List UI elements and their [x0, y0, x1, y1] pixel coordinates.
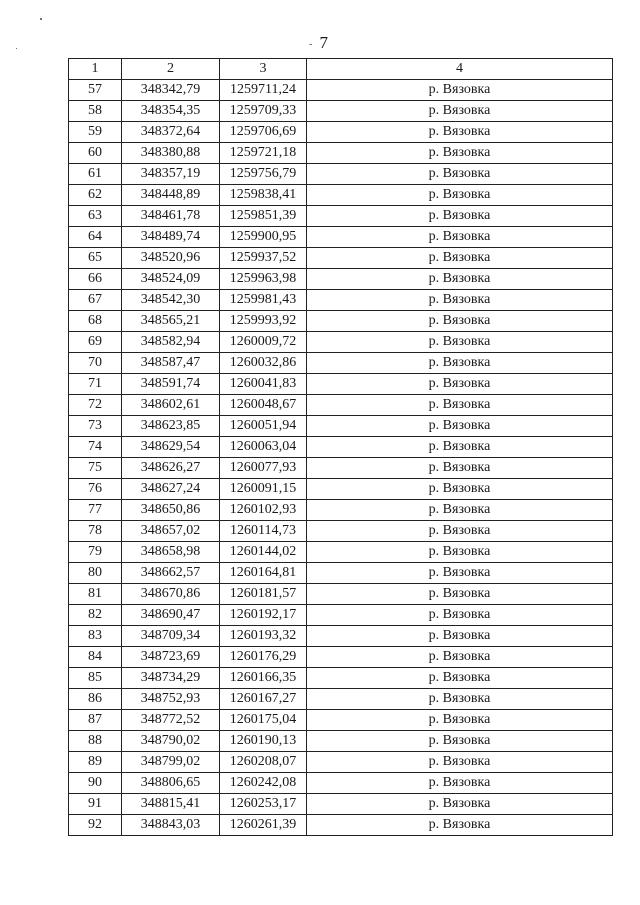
x-coordinate-cell: 348587,47 [122, 353, 220, 374]
description-cell: р. Вязовка [307, 668, 613, 689]
table-row [69, 290, 613, 311]
description-cell: р. Вязовка [307, 164, 613, 185]
table-header-row [69, 59, 613, 80]
description-cell: р. Вязовка [307, 626, 613, 647]
table-row [69, 542, 613, 563]
table-row [69, 206, 613, 227]
point-number-cell: 60 [69, 143, 122, 164]
y-coordinate-cell: 1260102,93 [220, 500, 307, 521]
point-number-cell: 66 [69, 269, 122, 290]
y-coordinate-cell: 1259851,39 [220, 206, 307, 227]
description-cell: р. Вязовка [307, 794, 613, 815]
point-number-cell: 92 [69, 815, 122, 836]
y-coordinate-cell: 1260261,39 [220, 815, 307, 836]
point-number-cell: 88 [69, 731, 122, 752]
x-coordinate-cell: 348650,86 [122, 500, 220, 521]
y-coordinate-cell: 1260166,35 [220, 668, 307, 689]
table-row [69, 647, 613, 668]
table-row [69, 689, 613, 710]
point-number-cell: 71 [69, 374, 122, 395]
y-coordinate-cell: 1260091,15 [220, 479, 307, 500]
table-row [69, 815, 613, 836]
y-coordinate-cell: 1260167,27 [220, 689, 307, 710]
point-number-cell: 68 [69, 311, 122, 332]
x-coordinate-cell: 348602,61 [122, 395, 220, 416]
page-number-value: 7 [319, 33, 329, 52]
description-cell: р. Вязовка [307, 647, 613, 668]
column-header-3: 3 [220, 59, 307, 80]
scan-speck [40, 18, 42, 20]
point-number-cell: 67 [69, 290, 122, 311]
x-coordinate-cell: 348542,30 [122, 290, 220, 311]
point-number-cell: 84 [69, 647, 122, 668]
y-coordinate-cell: 1260032,86 [220, 353, 307, 374]
table-row [69, 584, 613, 605]
y-coordinate-cell: 1259711,24 [220, 80, 307, 101]
point-number-cell: 77 [69, 500, 122, 521]
x-coordinate-cell: 348806,65 [122, 773, 220, 794]
y-coordinate-cell: 1259900,95 [220, 227, 307, 248]
point-number-cell: 85 [69, 668, 122, 689]
x-coordinate-cell: 348565,21 [122, 311, 220, 332]
table-row [69, 731, 613, 752]
description-cell: р. Вязовка [307, 731, 613, 752]
table-row [69, 458, 613, 479]
y-coordinate-cell: 1259721,18 [220, 143, 307, 164]
y-coordinate-cell: 1260242,08 [220, 773, 307, 794]
point-number-cell: 75 [69, 458, 122, 479]
table-row [69, 248, 613, 269]
table-row [69, 101, 613, 122]
y-coordinate-cell: 1259937,52 [220, 248, 307, 269]
x-coordinate-cell: 348524,09 [122, 269, 220, 290]
description-cell: р. Вязовка [307, 311, 613, 332]
point-number-cell: 87 [69, 710, 122, 731]
table-row [69, 416, 613, 437]
x-coordinate-cell: 348723,69 [122, 647, 220, 668]
coordinates-table [68, 58, 613, 836]
point-number-cell: 78 [69, 521, 122, 542]
x-coordinate-cell: 348461,78 [122, 206, 220, 227]
x-coordinate-cell: 348629,54 [122, 437, 220, 458]
description-cell: р. Вязовка [307, 332, 613, 353]
table-row [69, 353, 613, 374]
x-coordinate-cell: 348734,29 [122, 668, 220, 689]
y-coordinate-cell: 1260181,57 [220, 584, 307, 605]
x-coordinate-cell: 348658,98 [122, 542, 220, 563]
table-row [69, 710, 613, 731]
point-number-cell: 79 [69, 542, 122, 563]
point-number-cell: 83 [69, 626, 122, 647]
x-coordinate-cell: 348752,93 [122, 689, 220, 710]
description-cell: р. Вязовка [307, 752, 613, 773]
description-cell: р. Вязовка [307, 500, 613, 521]
point-number-cell: 76 [69, 479, 122, 500]
point-number-cell: 58 [69, 101, 122, 122]
table-row [69, 311, 613, 332]
description-cell: р. Вязовка [307, 605, 613, 626]
x-coordinate-cell: 348690,47 [122, 605, 220, 626]
y-coordinate-cell: 1260192,17 [220, 605, 307, 626]
table-row [69, 668, 613, 689]
x-coordinate-cell: 348520,96 [122, 248, 220, 269]
point-number-cell: 73 [69, 416, 122, 437]
description-cell: р. Вязовка [307, 353, 613, 374]
table-row [69, 626, 613, 647]
description-cell: р. Вязовка [307, 80, 613, 101]
point-number-cell: 74 [69, 437, 122, 458]
y-coordinate-cell: 1259993,92 [220, 311, 307, 332]
table-row [69, 143, 613, 164]
x-coordinate-cell: 348342,79 [122, 80, 220, 101]
table-row [69, 773, 613, 794]
x-coordinate-cell: 348790,02 [122, 731, 220, 752]
table-row [69, 164, 613, 185]
x-coordinate-cell: 348670,86 [122, 584, 220, 605]
y-coordinate-cell: 1259838,41 [220, 185, 307, 206]
column-header-1: 1 [69, 59, 122, 80]
table-row [69, 227, 613, 248]
point-number-cell: 59 [69, 122, 122, 143]
y-coordinate-cell: 1260063,04 [220, 437, 307, 458]
table-row [69, 605, 613, 626]
point-number-cell: 90 [69, 773, 122, 794]
x-coordinate-cell: 348799,02 [122, 752, 220, 773]
point-number-cell: 86 [69, 689, 122, 710]
x-coordinate-cell: 348662,57 [122, 563, 220, 584]
column-header-2: 2 [122, 59, 220, 80]
point-number-cell: 64 [69, 227, 122, 248]
y-coordinate-cell: 1260009,72 [220, 332, 307, 353]
point-number-cell: 80 [69, 563, 122, 584]
table-row [69, 794, 613, 815]
table-row [69, 437, 613, 458]
point-number-cell: 63 [69, 206, 122, 227]
table-row [69, 122, 613, 143]
description-cell: р. Вязовка [307, 689, 613, 710]
table-row [69, 185, 613, 206]
point-number-cell: 62 [69, 185, 122, 206]
point-number-cell: 72 [69, 395, 122, 416]
y-coordinate-cell: 1259706,69 [220, 122, 307, 143]
description-cell: р. Вязовка [307, 437, 613, 458]
y-coordinate-cell: 1260041,83 [220, 374, 307, 395]
description-cell: р. Вязовка [307, 143, 613, 164]
x-coordinate-cell: 348591,74 [122, 374, 220, 395]
description-cell: р. Вязовка [307, 710, 613, 731]
table-row [69, 479, 613, 500]
point-number-cell: 69 [69, 332, 122, 353]
table-row [69, 374, 613, 395]
table-body [69, 80, 613, 836]
y-coordinate-cell: 1260190,13 [220, 731, 307, 752]
description-cell: р. Вязовка [307, 185, 613, 206]
table-row [69, 521, 613, 542]
description-cell: р. Вязовка [307, 122, 613, 143]
description-cell: р. Вязовка [307, 206, 613, 227]
column-header-4: 4 [307, 59, 613, 80]
description-cell: р. Вязовка [307, 773, 613, 794]
y-coordinate-cell: 1259963,98 [220, 269, 307, 290]
point-number-cell: 70 [69, 353, 122, 374]
table-row [69, 395, 613, 416]
table-row [69, 332, 613, 353]
description-cell: р. Вязовка [307, 248, 613, 269]
x-coordinate-cell: 348709,34 [122, 626, 220, 647]
description-cell: р. Вязовка [307, 521, 613, 542]
table-row [69, 752, 613, 773]
x-coordinate-cell: 348657,02 [122, 521, 220, 542]
y-coordinate-cell: 1260077,93 [220, 458, 307, 479]
y-coordinate-cell: 1260175,04 [220, 710, 307, 731]
y-coordinate-cell: 1260144,02 [220, 542, 307, 563]
x-coordinate-cell: 348772,52 [122, 710, 220, 731]
description-cell: р. Вязовка [307, 290, 613, 311]
x-coordinate-cell: 348623,85 [122, 416, 220, 437]
x-coordinate-cell: 348582,94 [122, 332, 220, 353]
page-number [0, 33, 640, 53]
x-coordinate-cell: 348357,19 [122, 164, 220, 185]
description-cell: р. Вязовка [307, 374, 613, 395]
x-coordinate-cell: 348354,35 [122, 101, 220, 122]
y-coordinate-cell: 1260253,17 [220, 794, 307, 815]
point-number-cell: 65 [69, 248, 122, 269]
y-coordinate-cell: 1260051,94 [220, 416, 307, 437]
y-coordinate-cell: 1260048,67 [220, 395, 307, 416]
point-number-cell: 82 [69, 605, 122, 626]
description-cell: р. Вязовка [307, 458, 613, 479]
x-coordinate-cell: 348815,41 [122, 794, 220, 815]
y-coordinate-cell: 1260176,29 [220, 647, 307, 668]
description-cell: р. Вязовка [307, 542, 613, 563]
description-cell: р. Вязовка [307, 101, 613, 122]
description-cell: р. Вязовка [307, 479, 613, 500]
x-coordinate-cell: 348489,74 [122, 227, 220, 248]
table-row [69, 80, 613, 101]
y-coordinate-cell: 1260193,32 [220, 626, 307, 647]
x-coordinate-cell: 348627,24 [122, 479, 220, 500]
y-coordinate-cell: 1259756,79 [220, 164, 307, 185]
description-cell: р. Вязовка [307, 563, 613, 584]
y-coordinate-cell: 1259709,33 [220, 101, 307, 122]
description-cell: р. Вязовка [307, 269, 613, 290]
description-cell: р. Вязовка [307, 584, 613, 605]
point-number-cell: 57 [69, 80, 122, 101]
x-coordinate-cell: 348626,27 [122, 458, 220, 479]
description-cell: р. Вязовка [307, 416, 613, 437]
y-coordinate-cell: 1259981,43 [220, 290, 307, 311]
table-row [69, 269, 613, 290]
description-cell: р. Вязовка [307, 395, 613, 416]
point-number-cell: 91 [69, 794, 122, 815]
table-row [69, 563, 613, 584]
point-number-cell: 89 [69, 752, 122, 773]
point-number-cell: 61 [69, 164, 122, 185]
x-coordinate-cell: 348380,88 [122, 143, 220, 164]
description-cell: р. Вязовка [307, 227, 613, 248]
x-coordinate-cell: 348843,03 [122, 815, 220, 836]
y-coordinate-cell: 1260164,81 [220, 563, 307, 584]
y-coordinate-cell: 1260208,07 [220, 752, 307, 773]
y-coordinate-cell: 1260114,73 [220, 521, 307, 542]
description-cell: р. Вязовка [307, 815, 613, 836]
x-coordinate-cell: 348448,89 [122, 185, 220, 206]
page-number-mark: - [308, 38, 313, 50]
point-number-cell: 81 [69, 584, 122, 605]
table-row [69, 500, 613, 521]
x-coordinate-cell: 348372,64 [122, 122, 220, 143]
